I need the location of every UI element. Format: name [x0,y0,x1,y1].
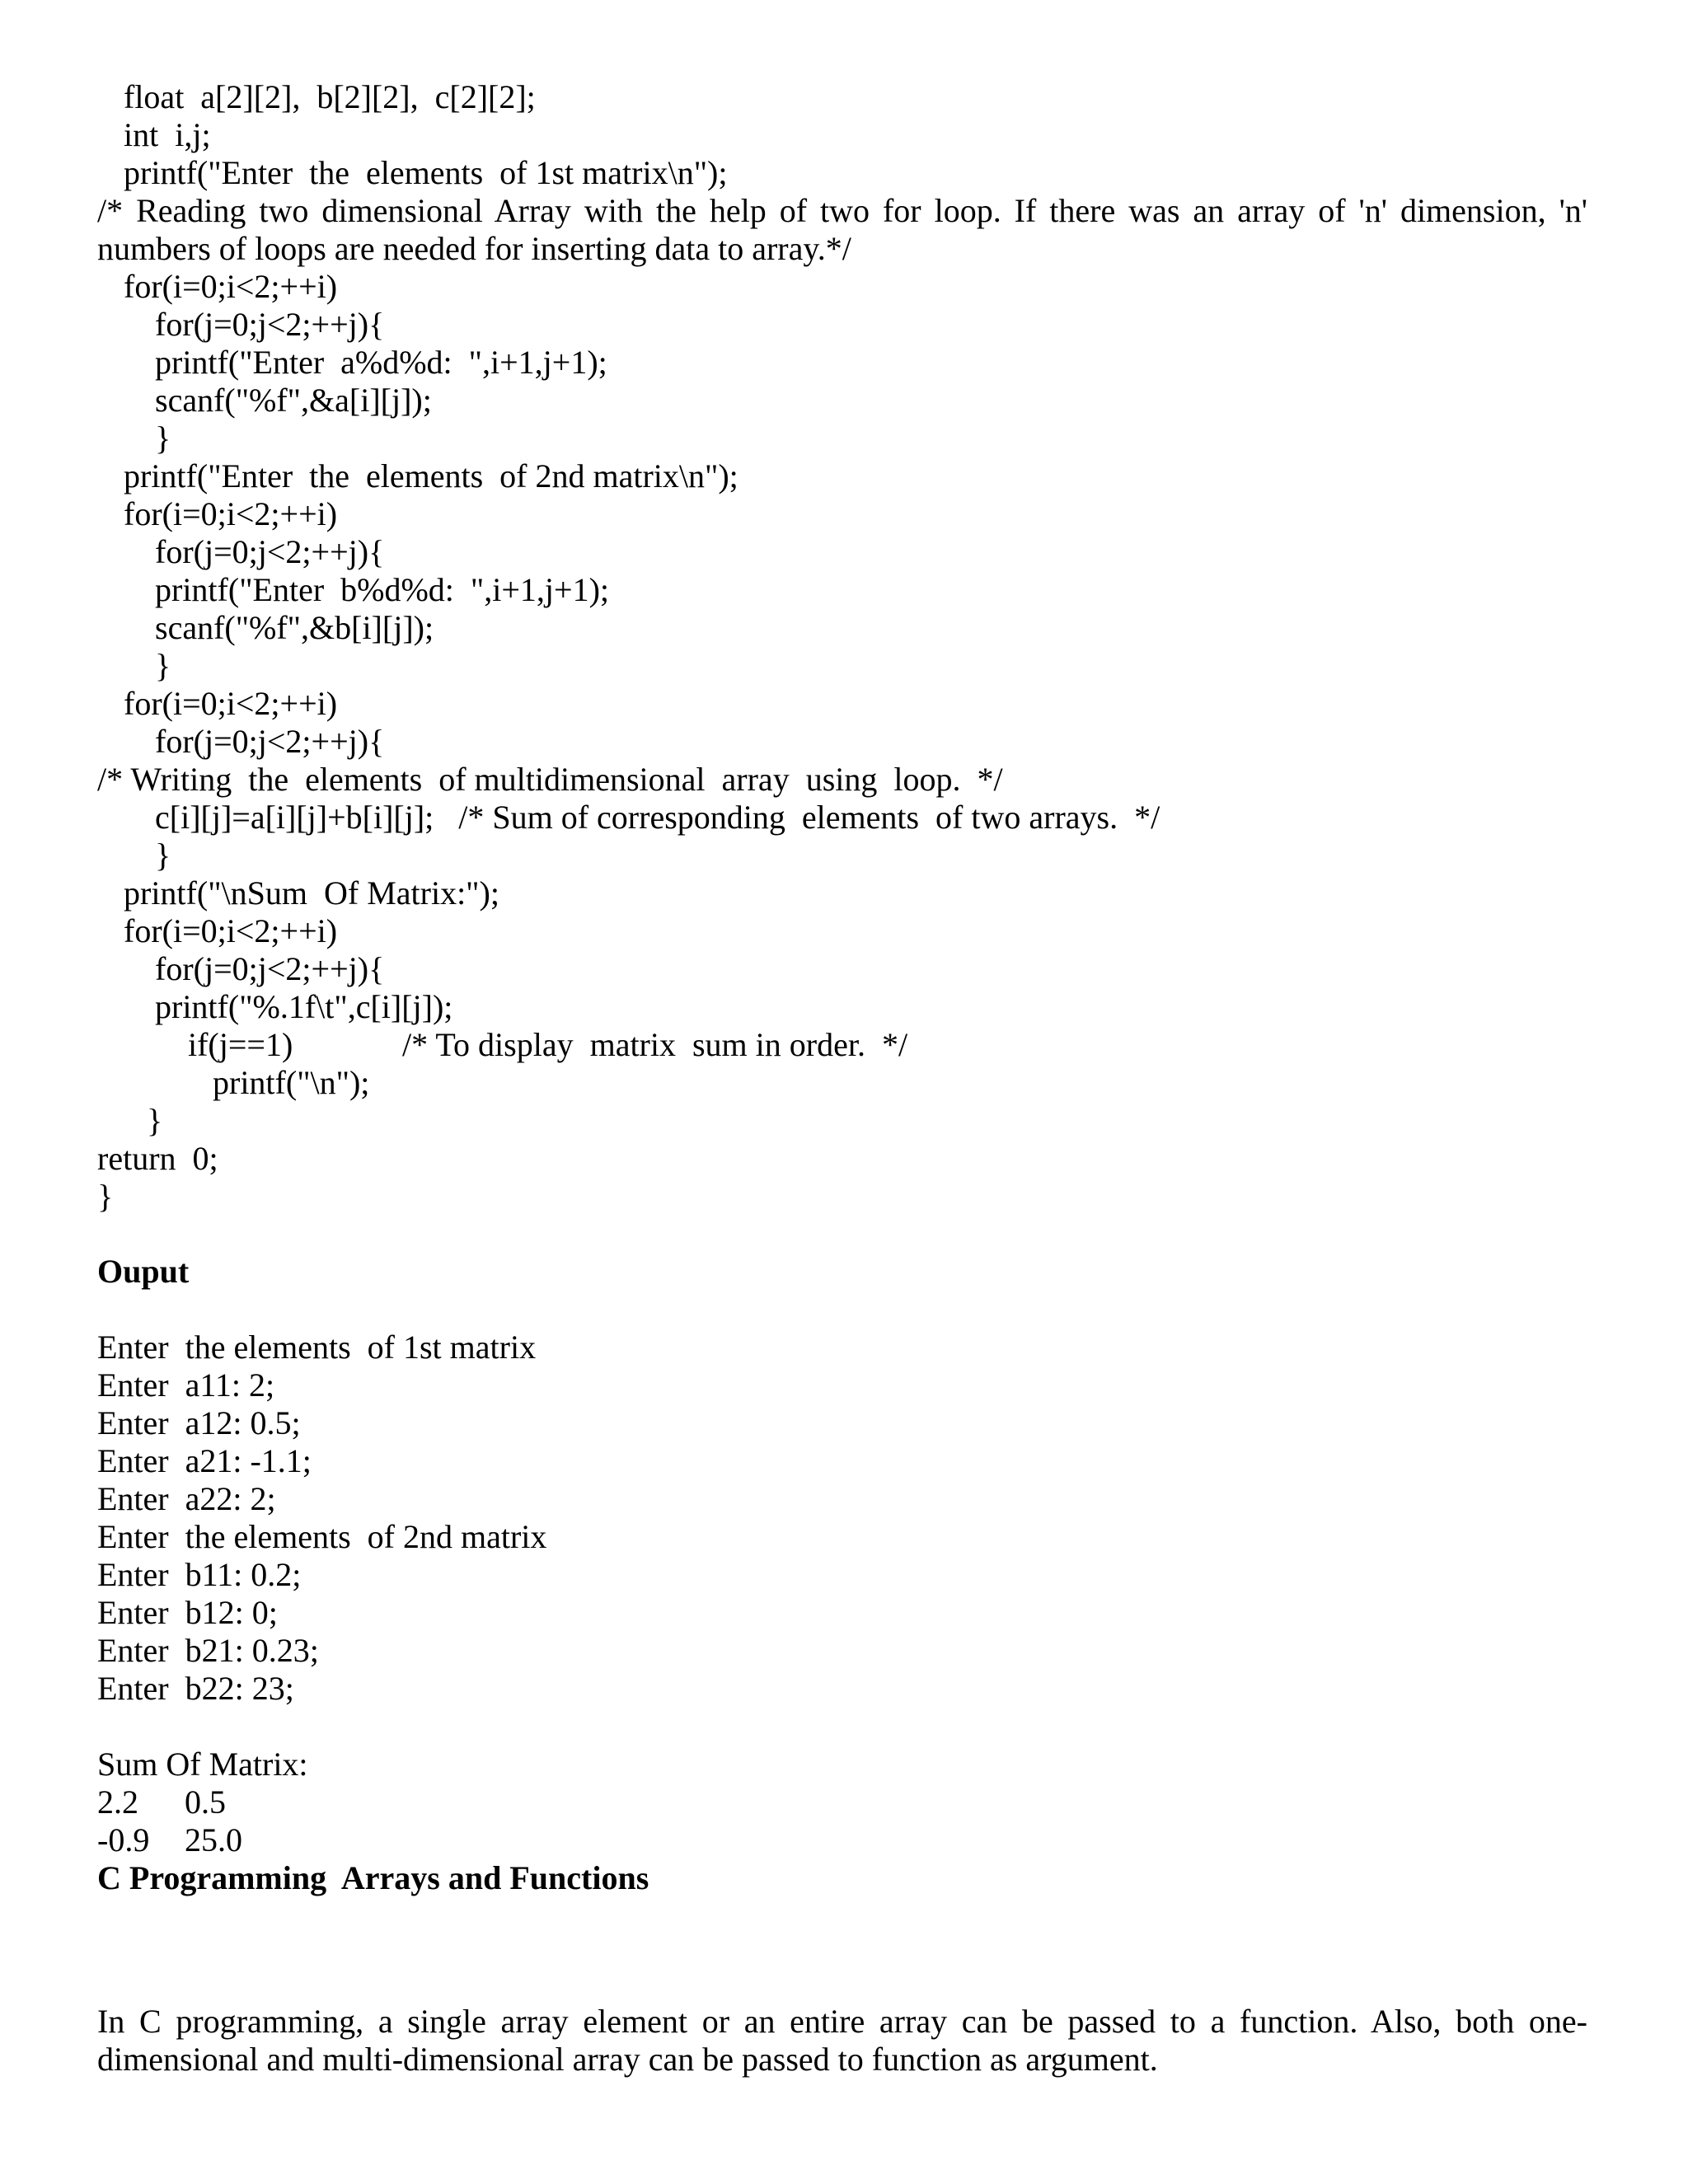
code-line: for(i=0;i<2;++i) [124,268,338,305]
code-line: } [155,837,171,874]
output-line: Enter b12: 0; [97,1594,278,1631]
intro-paragraph: In C programming, a single array element or an entire array can be passed to a function. Also, both one-dimensional and multi-dimensional array can be passed to function as argument. [97,2003,1587,2078]
output-line: Enter b21: 0.23; [97,1632,319,1669]
output-line: Enter a11: 2; [97,1366,275,1404]
code-comment: /* Writing the elements of multidimensional array using loop. */ [97,761,1003,798]
matrix-row [97,1821,242,1859]
code-line: for(i=0;i<2;++i) [124,912,338,949]
matrix-cell: -0.9 [97,1821,150,1858]
matrix-row [97,1783,226,1821]
sum-label: Sum Of Matrix: [97,1746,308,1783]
matrix-cell: 25.0 [185,1821,242,1858]
code-comment: /* To display matrix sum in order. */ [402,1026,908,1063]
code-line: printf("Enter the elements of 2nd matrix\n"); [124,457,738,494]
output-line: Enter a22: 2; [97,1480,276,1517]
code-line: printf("%.1f\t",c[i][j]); [155,988,453,1025]
section-title: C Programming Arrays and Functions [97,1859,649,1896]
code-line: int i,j; [124,116,211,153]
code-line: printf("\nSum Of Matrix:"); [124,874,499,912]
matrix-cell: 0.5 [185,1783,226,1821]
output-line: Enter the elements of 1st matrix [97,1329,537,1366]
output-line: Enter a12: 0.5; [97,1404,301,1441]
code-line: printf("Enter b%d%d: ",i+1,j+1); [155,571,609,608]
code-line: for(j=0;j<2;++j){ [155,306,385,343]
code-line: for(j=0;j<2;++j){ [155,723,385,760]
code-line: float a[2][2], b[2][2], c[2][2]; [124,78,536,115]
code-line: for(j=0;j<2;++j){ [155,533,385,570]
code-line: scanf("%f",&a[i][j]); [155,382,432,419]
output-line: Enter b11: 0.2; [97,1556,302,1593]
code-line: printf("Enter the elements of 1st matrix\n"); [124,154,728,191]
code-line: scanf("%f",&b[i][j]); [155,609,434,646]
code-line: printf("Enter a%d%d: ",i+1,j+1); [155,344,607,381]
code-line: printf("\n"); [213,1064,370,1101]
output-heading: Ouput [97,1253,190,1290]
code-line: for(i=0;i<2;++i) [124,495,338,532]
code-line: for(j=0;j<2;++j){ [155,950,385,987]
code-line: } [155,419,171,457]
output-line: Enter b22: 23; [97,1670,294,1707]
code-line: } [147,1102,163,1139]
output-line: Enter a21: -1.1; [97,1442,312,1479]
code-line: } [155,647,171,684]
code-line: for(i=0;i<2;++i) [124,685,338,722]
matrix-cell: 2.2 [97,1783,138,1821]
code-line: } [97,1178,114,1215]
code-comment-block: /* Reading two dimensional Array with the help of two for loop. If there was an array of 'n' dimension, 'n' numbers of loops are needed for inserting data to array.*/ [97,192,1587,267]
code-line: return 0; [97,1140,218,1177]
code-line: c[i][j]=a[i][j]+b[i][j]; /* Sum of corresponding elements of two arrays. */ [155,799,1160,836]
output-line: Enter the elements of 2nd matrix [97,1518,547,1555]
code-line: if(j==1) [188,1026,293,1063]
